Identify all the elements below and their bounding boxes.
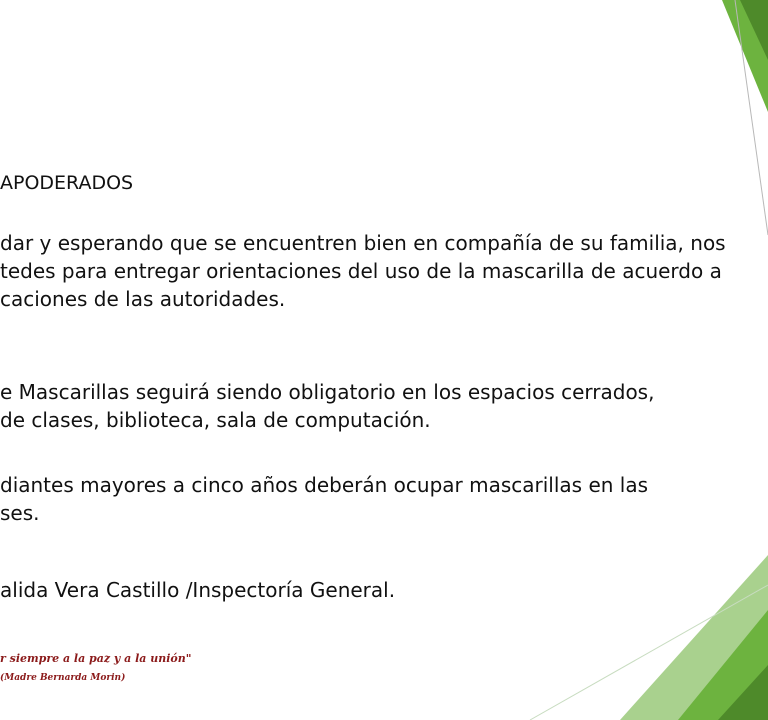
point-1-line-2: de clases, biblioteca, sala de computación. [0,408,431,432]
page-heading: APODERADOS [0,172,134,194]
intro-line-3: caciones de las autoridades. [0,287,286,311]
point-2-line-2: ses. [0,501,40,525]
point-1-line-1: e Mascarillas seguirá siendo obligatorio en los espacios cerrados, [0,380,655,404]
intro-line-1: dar y esperando que se encuentren bien en compañía de su familia, nos [0,231,726,255]
motto-quote: r siempre a la paz y a la unión" [0,652,192,665]
motto-author: (Madre Bernarda Morin) [0,673,126,683]
intro-line-2: tedes para entregar orientaciones del uso de la mascarilla de acuerdo a [0,259,722,283]
point-2-line-1: diantes mayores a cinco años deberán ocupar mascarillas en las [0,473,649,497]
signature: alida Vera Castillo /Inspectoría General. [0,578,396,602]
